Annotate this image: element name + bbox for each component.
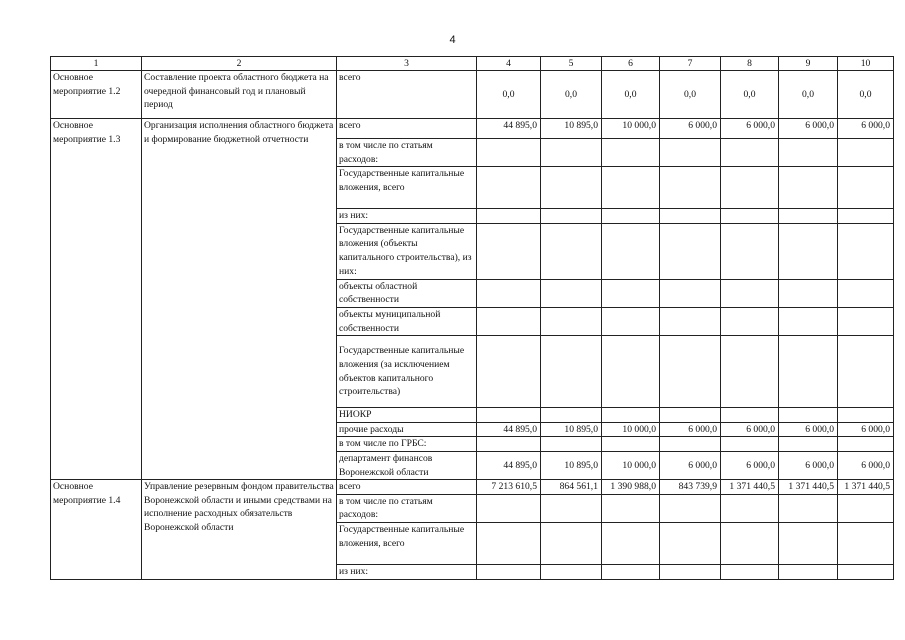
header-col-1: 1 xyxy=(51,57,142,71)
value-cell: 6 000,0 xyxy=(721,119,779,139)
value-cell: 10 895,0 xyxy=(541,422,602,437)
header-col-8: 8 xyxy=(721,57,779,71)
value-cell: 6 000,0 xyxy=(779,451,838,479)
value-cell: 6 000,0 xyxy=(660,451,721,479)
value-cell: 1 390 988,0 xyxy=(602,480,660,495)
row-label: департамент финансов Воронежской области xyxy=(337,451,477,479)
header-col-7: 7 xyxy=(660,57,721,71)
value-cell: 6 000,0 xyxy=(779,119,838,139)
value-cell: 6 000,0 xyxy=(721,422,779,437)
value-cell: 10 895,0 xyxy=(541,451,602,479)
table-row xyxy=(51,71,894,119)
budget-table xyxy=(50,56,894,580)
header-col-3: 3 xyxy=(337,57,477,71)
row-label: всего xyxy=(337,119,477,139)
value-cell: 0,0 xyxy=(721,71,779,119)
row-label: объекты муниципальной собственности xyxy=(337,307,477,335)
header-col-6: 6 xyxy=(602,57,660,71)
row-label: в том числе по ГРБС: xyxy=(337,437,477,452)
value-cell: 10 000,0 xyxy=(602,422,660,437)
value-cell: 6 000,0 xyxy=(838,451,894,479)
activity-name: Составление проекта областного бюджета на очередной финансовый год и плановый период xyxy=(142,71,337,119)
value-cell: 10 000,0 xyxy=(602,451,660,479)
header-col-5: 5 xyxy=(541,57,602,71)
row-label: прочие расходы xyxy=(337,422,477,437)
row-label: объекты областной собственности xyxy=(337,279,477,307)
value-cell: 6 000,0 xyxy=(838,119,894,139)
value-cell: 864 561,1 xyxy=(541,480,602,495)
activity-code: Основное мероприятие 1.4 xyxy=(51,480,142,579)
table-row xyxy=(51,480,894,495)
value-cell: 0,0 xyxy=(477,71,541,119)
row-label: в том числе по статьям расходов: xyxy=(337,494,477,522)
activity-name: Организация исполнения областного бюджета и формирование бюджетной отчетности xyxy=(142,119,337,480)
header-col-10: 10 xyxy=(838,57,894,71)
value-cell: 6 000,0 xyxy=(721,451,779,479)
value-cell: 1 371 440,5 xyxy=(838,480,894,495)
header-col-4: 4 xyxy=(477,57,541,71)
row-label: Государственные капитальные вложения (объекты капитального строительства), из них: xyxy=(337,223,477,279)
value-cell: 843 739,9 xyxy=(660,480,721,495)
value-cell: 0,0 xyxy=(602,71,660,119)
header-col-2: 2 xyxy=(142,57,337,71)
value-cell: 6 000,0 xyxy=(660,119,721,139)
value-cell: 6 000,0 xyxy=(838,422,894,437)
value-cell: 0,0 xyxy=(541,71,602,119)
value-cell: 10 000,0 xyxy=(602,119,660,139)
value-cell: 7 213 610,5 xyxy=(477,480,541,495)
activity-code: Основное мероприятие 1.3 xyxy=(51,119,142,480)
row-label: в том числе по статьям расходов: xyxy=(337,139,477,167)
value-cell: 44 895,0 xyxy=(477,422,541,437)
activity-name: Управление резервным фондом правительства Воронежской области и иными средствами на исполнение расходных обязательств Воронежской области xyxy=(142,480,337,579)
header-row xyxy=(51,57,894,71)
row-label: из них: xyxy=(337,209,477,224)
value-cell: 6 000,0 xyxy=(660,422,721,437)
value-cell: 1 371 440,5 xyxy=(779,480,838,495)
value-cell: 10 895,0 xyxy=(541,119,602,139)
row-label: НИОКР xyxy=(337,408,477,423)
value-cell: 44 895,0 xyxy=(477,451,541,479)
value-cell: 0,0 xyxy=(779,71,838,119)
row-label: всего xyxy=(337,480,477,495)
value-cell: 44 895,0 xyxy=(477,119,541,139)
row-label: Государственные капитальные вложения (за исключением объектов капитального строительства) xyxy=(337,336,477,408)
table-row xyxy=(51,119,894,139)
value-cell: 0,0 xyxy=(660,71,721,119)
row-label: Государственные капитальные вложения, всего xyxy=(337,522,477,564)
page-number: 4 xyxy=(449,34,456,46)
value-cell: 1 371 440,5 xyxy=(721,480,779,495)
activity-code: Основное мероприятие 1.2 xyxy=(51,71,142,119)
value-cell: 6 000,0 xyxy=(779,422,838,437)
row-label: Государственные капитальные вложения, всего xyxy=(337,167,477,209)
value-cell: 0,0 xyxy=(838,71,894,119)
header-col-9: 9 xyxy=(779,57,838,71)
row-label: всего xyxy=(337,71,477,119)
row-label: из них: xyxy=(337,564,477,579)
